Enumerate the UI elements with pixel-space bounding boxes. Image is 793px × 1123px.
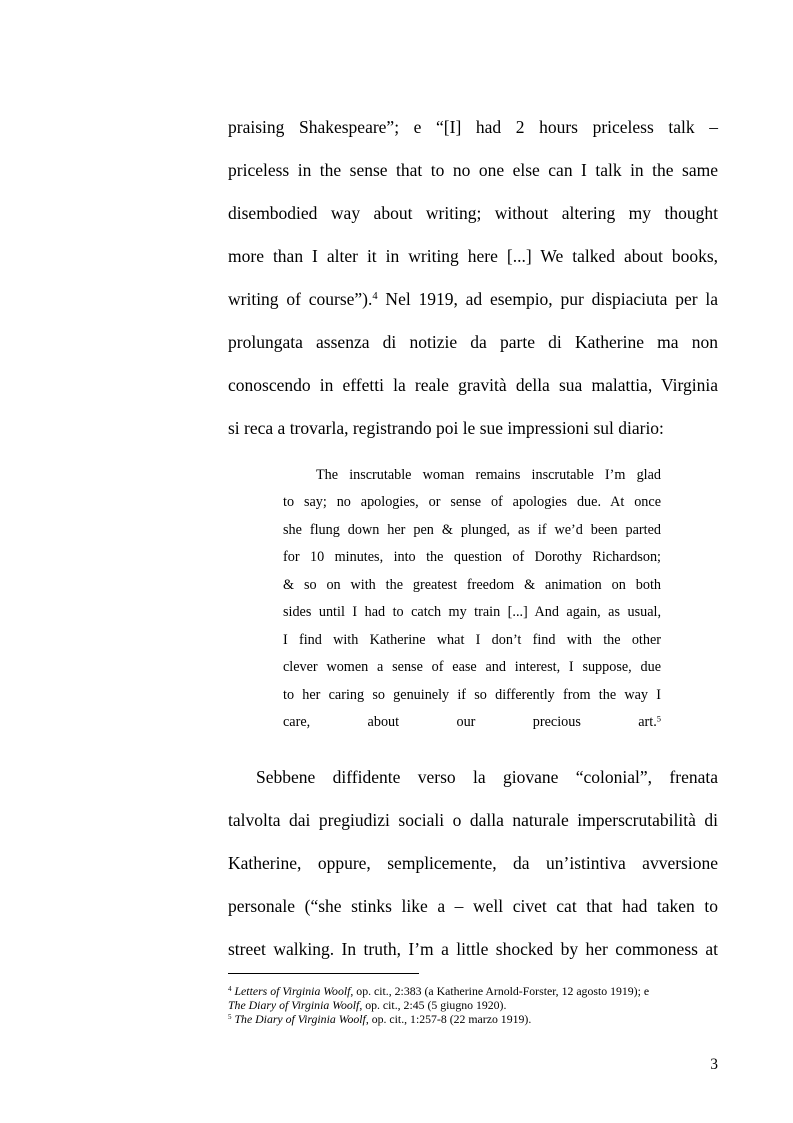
block-quote-line: & so on with the greatest freedom & animation on both <box>283 577 661 593</box>
footnote-title: The Diary of Virginia Woolf <box>234 1012 366 1026</box>
footnote-4-continued <box>228 998 720 1012</box>
block-quote-text: care, about our precious art. <box>283 714 657 730</box>
body-text-line: conoscendo in effetti la reale gravità della sua malattia, Virginia <box>228 375 718 395</box>
body-text-line: more than I alter it in writing here [...] We talked about books, <box>228 246 718 266</box>
body-text-line: disembodied way about writing; without altering my thought <box>228 203 718 223</box>
block-quote-line: she flung down her pen & plunged, as if we’d been parted <box>283 522 661 538</box>
block-quote-line: to her caring so genuinely if so differently from the way I <box>283 687 661 703</box>
footnote-number: 5 <box>228 1013 232 1022</box>
footnote-number: 4 <box>228 985 232 994</box>
body-text-segment: writing of course”). <box>228 289 373 309</box>
body-text-line <box>228 288 718 310</box>
block-quote-line: to say; no apologies, or sense of apologies due. At once <box>283 494 661 510</box>
body-text-line: Katherine, oppure, semplicemente, da un’istintiva avversione <box>228 853 718 873</box>
page-number: 3 <box>710 1056 718 1073</box>
footnote-separator <box>228 973 419 974</box>
footnote-text: , op. cit., 2:45 (5 giugno 1920). <box>359 998 507 1012</box>
footnote-4 <box>228 984 720 998</box>
body-text-line: priceless in the sense that to no one else can I talk in the same <box>228 160 718 180</box>
footnote-title: Letters of Virginia Woolf <box>234 984 351 998</box>
footnote-text: , op. cit., 1:257-8 (22 marzo 1919). <box>365 1012 532 1026</box>
block-quote-line: sides until I had to catch my train [...] And again, as usual, <box>283 604 661 620</box>
footnote-reference: 4 <box>372 291 378 303</box>
footnote-title: The Diary of Virginia Woolf <box>228 998 360 1012</box>
body-text-line: talvolta dai pregiudizi sociali o dalla naturale imperscrutabilità di <box>228 810 718 830</box>
body-text-line: prolungata assenza di notizie da parte di Katherine ma non <box>228 332 718 352</box>
footnote-text: , op. cit., 2:383 (a Katherine Arnold-Forster, 12 agosto 1919); e <box>350 984 650 998</box>
body-text-line: street walking. In truth, I’m a little shocked by her commoness at <box>228 939 718 959</box>
footnote-reference: 5 <box>656 713 661 724</box>
body-text-segment: Nel 1919, ad esempio, pur dispiaciuta per la <box>377 289 718 309</box>
block-quote-line: clever women a sense of ease and interest, I suppose, due <box>283 659 661 675</box>
body-text-line: personale (“she stinks like a – well civet cat that had taken to <box>228 896 718 916</box>
footnote-5 <box>228 1012 720 1026</box>
block-quote-line: The inscrutable woman remains inscrutable I’m glad <box>316 467 661 483</box>
body-text-line: si reca a trovarla, registrando poi le sue impressioni sul diario: <box>228 418 664 438</box>
block-quote-line: for 10 minutes, into the question of Dorothy Richardson; <box>283 549 661 565</box>
body-text-line: Sebbene diffidente verso la giovane “colonial”, frenata <box>256 767 718 787</box>
block-quote-line <box>283 713 661 731</box>
block-quote-line: I find with Katherine what I don’t find with the other <box>283 632 661 648</box>
body-text-line: praising Shakespeare”; e “[I] had 2 hours priceless talk – <box>228 117 718 137</box>
